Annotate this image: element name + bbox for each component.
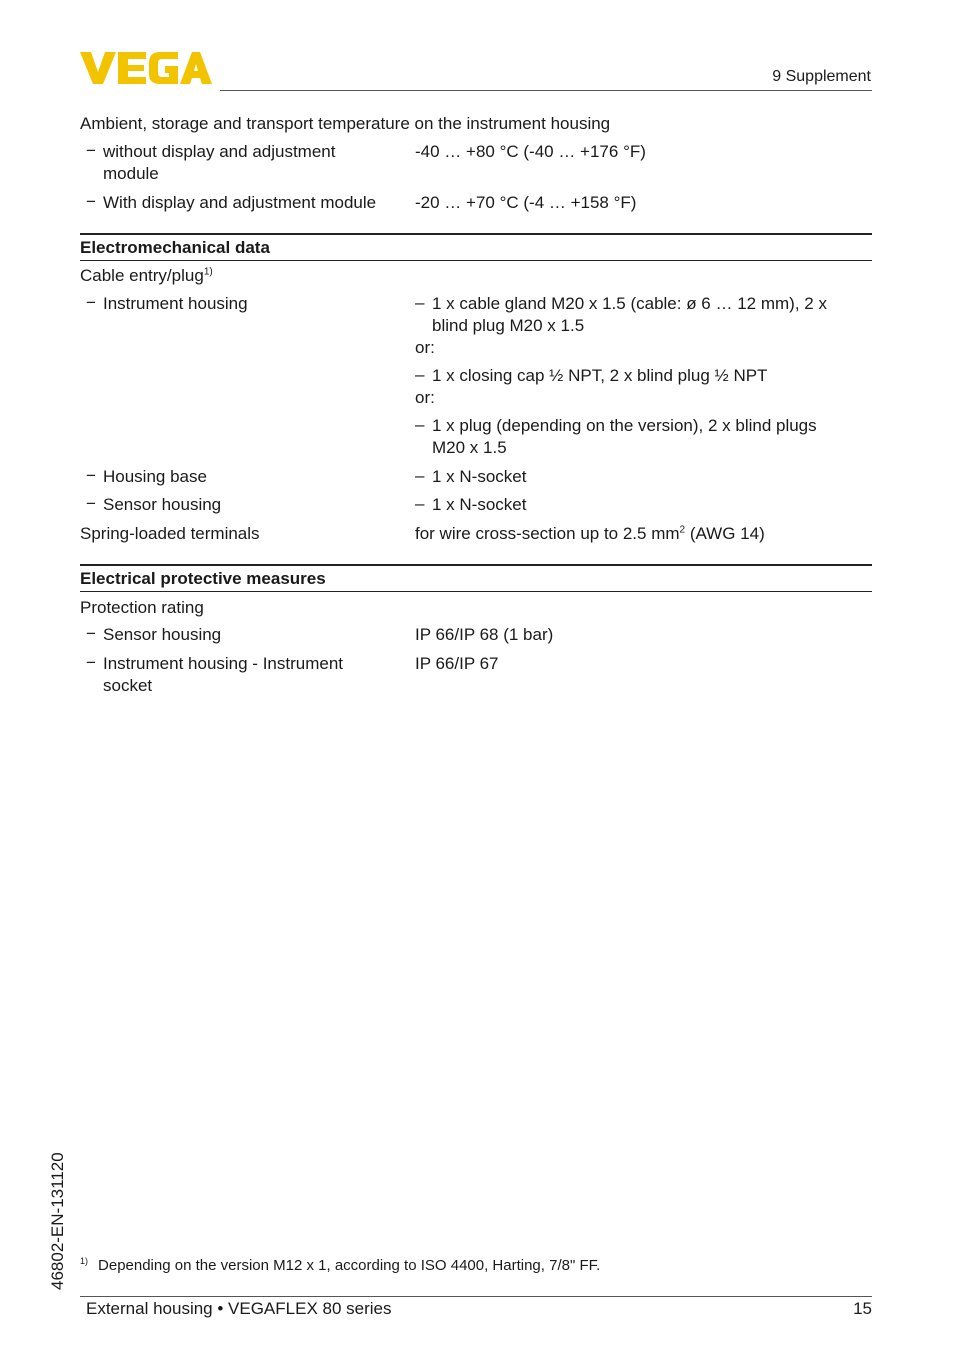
header-section-title: 9 Supplement bbox=[772, 68, 871, 85]
footnote-mark: 1) bbox=[80, 1256, 89, 1266]
cable-option-1-cont: blind plug M20 x 1.5 bbox=[432, 316, 585, 335]
terminals-value: for wire cross-section up to 2.5 $mm^2$ (AWG 14) bbox=[415, 524, 765, 543]
document-code: 46802-EN-131120 bbox=[48, 1152, 67, 1290]
cable-option-2: 1 x closing cap ½ NPT, 2 x blind plug ½ NPT bbox=[432, 366, 768, 385]
footnote-ref: 1) bbox=[203, 266, 213, 278]
dash-marker: – bbox=[415, 365, 425, 384]
dash-marker: − bbox=[86, 192, 96, 211]
or-text: or: bbox=[415, 338, 435, 357]
dash-marker: – bbox=[415, 293, 425, 312]
dash-marker: − bbox=[86, 494, 96, 513]
dash-marker: − bbox=[86, 624, 96, 643]
or-text: or: bbox=[415, 388, 435, 407]
ambient-row1-label-cont: module bbox=[103, 164, 159, 183]
instrument-housing-protection-value: IP 66/IP 67 bbox=[415, 654, 499, 673]
footnote bbox=[80, 1256, 600, 1274]
footer-title: External housing • VEGAFLEX 80 series bbox=[86, 1299, 392, 1318]
dash-marker: – bbox=[415, 415, 425, 434]
instrument-housing-protection-label-cont: socket bbox=[103, 676, 153, 695]
instrument-housing-label: Instrument housing bbox=[103, 294, 248, 313]
vega-logo bbox=[80, 50, 212, 86]
section-heading-electrical: Electrical protective measures bbox=[80, 564, 872, 592]
ambient-row2-value: -20 … +70 °C (-4 … +158 °F) bbox=[415, 193, 637, 212]
cable-option-1: 1 x cable gland M20 x 1.5 (cable: ø 6 … 12 mm), 2 x bbox=[432, 294, 827, 313]
footnote-text: Depending on the version M12 x 1, according to ISO 4400, Harting, 7/8" FF. bbox=[98, 1257, 601, 1274]
sensor-housing-label: Sensor housing bbox=[103, 495, 222, 514]
cable-entry-label: Cable entry/plug$^{1)}$ bbox=[80, 266, 213, 285]
ambient-row2-label: With display and adjustment module bbox=[103, 193, 377, 212]
housing-base-value: 1 x N-socket bbox=[432, 467, 527, 486]
footer-divider bbox=[80, 1296, 872, 1297]
ambient-title: Ambient, storage and transport temperature on the instrument housing bbox=[80, 114, 611, 133]
ambient-row1-value: -40 … +80 °C (-40 … +176 °F) bbox=[415, 142, 646, 161]
instrument-housing-protection-label: Instrument housing - Instrument bbox=[103, 654, 344, 673]
terminals-label: Spring-loaded terminals bbox=[80, 524, 260, 543]
dash-marker: − bbox=[86, 653, 96, 672]
sensor-housing-protection-label: Sensor housing bbox=[103, 625, 222, 644]
dash-marker: – bbox=[415, 466, 425, 485]
section-heading-electromechanical: Electromechanical data bbox=[80, 233, 872, 261]
cable-option-3: 1 x plug (depending on the version), 2 x blind plugs bbox=[432, 416, 817, 435]
dash-marker: – bbox=[415, 494, 425, 513]
protection-rating-label: Protection rating bbox=[80, 598, 204, 617]
ambient-row1-label: without display and adjustment bbox=[103, 142, 336, 161]
dash-marker: − bbox=[86, 466, 96, 485]
dash-marker: − bbox=[86, 293, 96, 312]
housing-base-label: Housing base bbox=[103, 467, 207, 486]
header-divider bbox=[220, 90, 872, 91]
sensor-housing-value: 1 x N-socket bbox=[432, 495, 527, 514]
sensor-housing-protection-value: IP 66/IP 68 (1 bar) bbox=[415, 625, 554, 644]
dash-marker: − bbox=[86, 141, 96, 160]
cable-option-3-cont: M20 x 1.5 bbox=[432, 438, 507, 457]
page-number: 15 bbox=[853, 1299, 872, 1318]
